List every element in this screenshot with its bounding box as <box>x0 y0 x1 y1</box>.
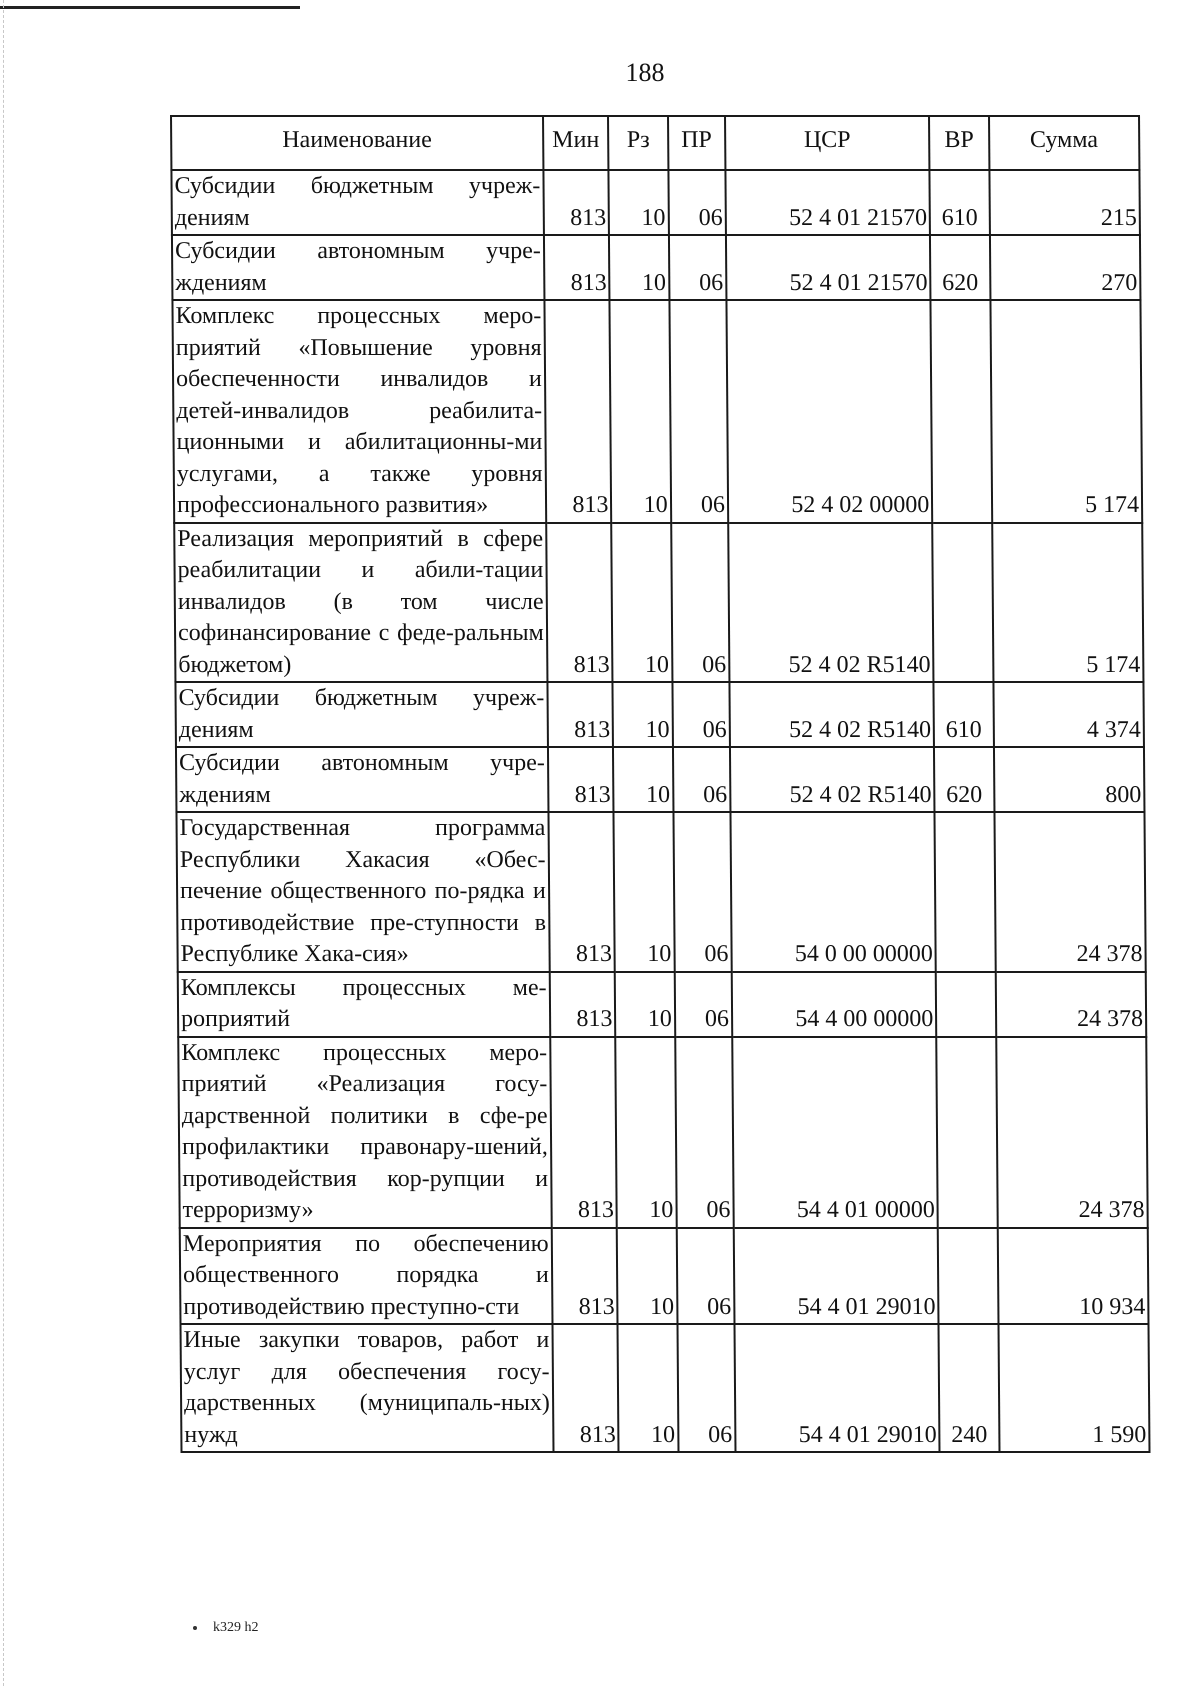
row-min: 813 <box>551 1228 617 1325</box>
row-sum: 5 174 <box>990 300 1142 523</box>
header-vr: ВР <box>929 116 989 170</box>
row-pr: 06 <box>676 1228 734 1325</box>
header-csr: ЦСР <box>725 116 930 170</box>
row-pr: 06 <box>673 812 731 972</box>
table-row <box>178 1037 1148 1228</box>
row-name: Комплекс процессных меро-приятий «Реализация госу-дарственной политики в сфе-ре профилактики правонару-шений, противодействия кор-рупции и терроризму» <box>178 1037 551 1228</box>
row-sum: 24 378 <box>995 972 1146 1037</box>
row-pr: 06 <box>672 682 730 747</box>
row-pr: 06 <box>675 1037 734 1228</box>
header-name: Наименование <box>171 116 543 170</box>
row-sum: 4 374 <box>993 682 1144 747</box>
row-vr <box>931 300 992 523</box>
row-vr <box>932 523 993 683</box>
row-min: 813 <box>543 170 609 235</box>
row-sum: 24 378 <box>996 1037 1148 1228</box>
row-min: 813 <box>552 1324 619 1452</box>
table-row <box>178 972 1147 1037</box>
table-row <box>180 1324 1149 1452</box>
row-vr: 240 <box>939 1324 999 1452</box>
row-name: Государственная программа Республики Хакасия «Обес-печение общественного по-рядка и противодействие пре-ступности в Республике Хака-сия» <box>176 812 549 972</box>
row-pr: 06 <box>668 170 726 235</box>
table-header-row <box>171 116 1139 170</box>
row-sum: 800 <box>994 747 1145 812</box>
table-row <box>172 235 1141 300</box>
row-rz: 10 <box>613 747 673 812</box>
row-csr: 54 4 01 29010 <box>734 1228 939 1325</box>
row-min: 813 <box>548 747 614 812</box>
row-min: 813 <box>547 682 613 747</box>
row-name: Субсидии автономным учре-ждениям <box>172 235 544 300</box>
row-pr: 06 <box>671 523 729 683</box>
row-vr: 610 <box>934 682 994 747</box>
row-rz: 10 <box>610 300 671 523</box>
row-csr: 52 4 01 21570 <box>725 170 930 235</box>
row-vr <box>935 812 996 972</box>
table-row <box>180 1228 1149 1325</box>
row-rz: 10 <box>616 1037 677 1228</box>
row-min: 813 <box>549 972 615 1037</box>
row-vr: 620 <box>934 747 994 812</box>
row-name: Субсидии бюджетным учреж-дениям <box>171 170 543 235</box>
table-row <box>174 523 1143 683</box>
row-sum: 10 934 <box>997 1228 1148 1325</box>
table-row <box>175 682 1144 747</box>
budget-table <box>170 115 1151 1453</box>
row-csr: 54 4 00 00000 <box>732 972 937 1037</box>
row-min: 813 <box>550 1037 617 1228</box>
row-vr <box>936 972 996 1037</box>
row-name: Субсидии бюджетным учреж-дениям <box>175 682 547 747</box>
bullet-dot <box>193 1626 197 1630</box>
row-pr: 06 <box>669 300 728 523</box>
row-rz: 10 <box>612 523 673 683</box>
row-sum: 270 <box>990 235 1141 300</box>
row-csr: 52 4 02 00000 <box>726 300 932 523</box>
header-rz: Рз <box>608 116 668 170</box>
header-min: Мин <box>543 116 609 170</box>
row-rz: 10 <box>615 972 675 1037</box>
row-min: 813 <box>548 812 615 972</box>
row-rz: 10 <box>609 170 669 235</box>
row-sum: 24 378 <box>994 812 1146 972</box>
row-min: 813 <box>544 235 610 300</box>
row-rz: 10 <box>614 812 675 972</box>
row-min: 813 <box>544 300 611 523</box>
row-csr: 54 0 00 00000 <box>730 812 936 972</box>
row-sum: 5 174 <box>992 523 1144 683</box>
page-number: 188 <box>625 58 665 87</box>
row-sum: 215 <box>989 170 1140 235</box>
table-row <box>176 747 1145 812</box>
header-pr: ПР <box>668 116 726 170</box>
row-name: Мероприятия по обеспечению общественного порядка и противодействию преступно-сти <box>180 1228 552 1325</box>
footer-code: k329 h2 <box>213 1620 259 1635</box>
row-csr: 52 4 02 R5140 <box>728 523 934 683</box>
top-rule <box>0 6 300 9</box>
row-csr: 54 4 01 00000 <box>732 1037 938 1228</box>
row-rz: 10 <box>609 235 669 300</box>
row-pr: 06 <box>673 747 731 812</box>
row-vr: 610 <box>930 170 990 235</box>
row-rz: 10 <box>617 1228 677 1325</box>
row-sum: 1 590 <box>998 1324 1149 1452</box>
row-pr: 06 <box>669 235 727 300</box>
row-name: Комплексы процессных ме-роприятий <box>178 972 550 1037</box>
row-vr <box>938 1228 998 1325</box>
row-name: Реализация мероприятий в сфере реабилитации и абили-тации инвалидов (в том числе софинансирование с феде-ральным бюджетом) <box>174 523 547 683</box>
row-min: 813 <box>546 523 613 683</box>
row-name: Иные закупки товаров, работ и услуг для обеспечения госу-дарственных (муниципаль-ных) нужд <box>180 1324 553 1452</box>
footer <box>193 1620 259 1636</box>
row-csr: 52 4 02 R5140 <box>729 682 934 747</box>
row-pr: 06 <box>674 972 732 1037</box>
header-sum: Сумма <box>989 116 1140 170</box>
row-csr: 52 4 01 21570 <box>726 235 931 300</box>
table-row <box>172 300 1142 523</box>
row-rz: 10 <box>613 682 673 747</box>
row-rz: 10 <box>618 1324 678 1452</box>
row-csr: 54 4 01 29010 <box>734 1324 939 1452</box>
row-pr: 06 <box>677 1324 735 1452</box>
table-row <box>176 812 1145 972</box>
table-row <box>171 170 1140 235</box>
row-vr: 620 <box>930 235 990 300</box>
row-name: Субсидии автономным учре-ждениям <box>176 747 548 812</box>
row-name: Комплекс процессных меро-приятий «Повышение уровня обеспеченности инвалидов и детей-инвалидов реабилита-ционными и абилитационны-ми услугами, а также уровня профессионального развития» <box>172 300 545 523</box>
row-csr: 52 4 02 R5140 <box>730 747 935 812</box>
scan-left-edge <box>3 0 4 1686</box>
row-vr <box>937 1037 998 1228</box>
